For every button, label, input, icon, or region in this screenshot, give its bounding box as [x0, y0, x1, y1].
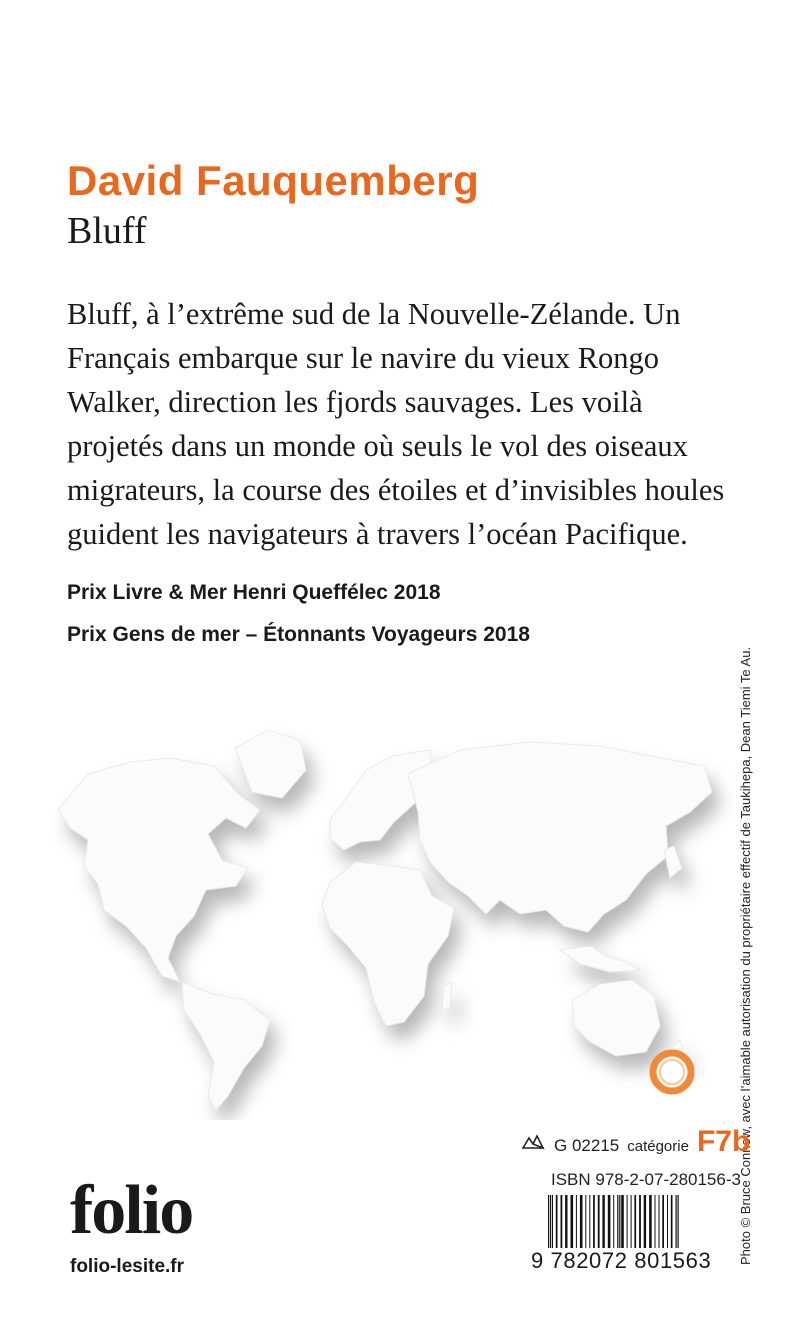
paper-recycle-icon: [520, 1131, 546, 1151]
publisher-website: folio-lesite.fr: [70, 1256, 185, 1277]
ring-marker-icon: [653, 1053, 691, 1091]
book-blurb: Bluff, à l’extrême sud de la Nouvelle-Zélande. Un Français embarque sur le navire du vieux Rongo Walker, direction les fjords sauvages. Les voilà projetés dans un monde où seuls le vol des oiseaux migrateurs, la course des étoiles et d’invisibles houles guident les navigateurs à travers l’océan Pacifique.: [67, 297, 725, 551]
world-map-icon: [0, 700, 740, 1120]
barcode-digits: 9 782072 801563: [531, 1248, 712, 1273]
book-title: Bluff: [67, 210, 147, 252]
catalog-line: [520, 1125, 750, 1159]
prize-1: Prix Livre & Mer Henri Queffélec 2018: [67, 581, 441, 604]
folio-logo: folio: [70, 1172, 193, 1249]
prize-2: Prix Gens de mer – Étonnants Voyageurs 2018: [67, 623, 530, 646]
isbn: ISBN 978-2-07-280156-3: [551, 1170, 741, 1189]
catalog-code: G 02215: [554, 1136, 620, 1155]
author-name: David Fauquemberg: [67, 157, 480, 204]
category-code: F7b: [696, 1125, 751, 1158]
category-label: catégorie: [627, 1138, 689, 1155]
photo-credit: Photo © Bruce Connew, avec l’aimable autorisation du propriétaire effectif de Taukihepa, Dean Tiemi Te Au.: [738, 646, 753, 1265]
